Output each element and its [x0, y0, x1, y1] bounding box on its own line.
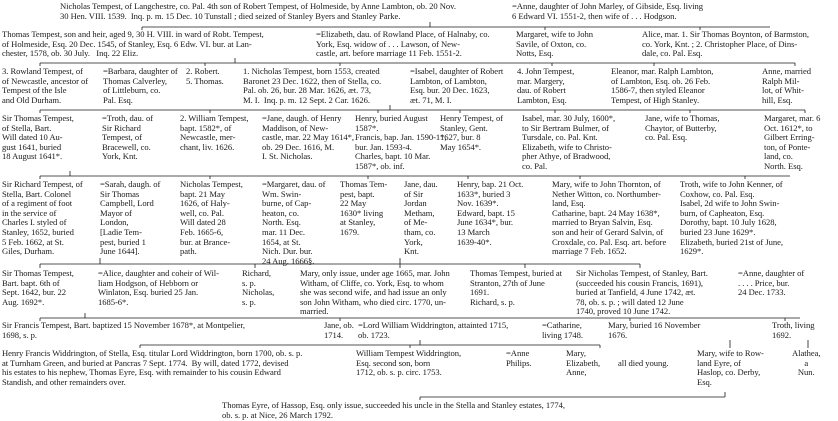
- person-margaret-errington: Margaret, mar. 6 Oct. 1612*, to Gilbert Erring- ton, of Ponte- land, co. North. Esq.: [764, 113, 821, 171]
- person-eleanor-lambton: Eleanor, mar. Ralph Lambton, of Lambton, Esq. ob. 26 Feb. 1586-7, then styled Eleanor Tempest, of High Stanley.: [611, 66, 714, 105]
- person-alice-hodgson: =Alice, daughter and coheir of Wil- liam Hodgson, of Hebborn or Winlaton, Esq. buried 25 Jan. 1685-6*.: [98, 268, 219, 307]
- persons-troth-isabel-dorothy-elizabeth: Troth, wife to John Kenner, of Coxhow, co. Pal. Esq. Isabel, 2d wife to John Swin- burn, of Capheaton, Esq. Dorothy, bapt. 10 July 1628, buried 23 June 1629*. Elizabeth, buried 21st of June, 1629*.: [680, 179, 783, 257]
- persons-henry-francis-charles: Henry, buried August 1587*. Francis, bap. Jan. 1590-1*, bur. Jan. 1593-4. Charles, bapt. 10 Mar. 1587*, ob. inf.: [355, 113, 447, 171]
- person-anne-philips: =Anne Philips.: [506, 348, 532, 368]
- person-william-tempest-widdrington: William Tempest Widdrington, Esq. second son, born 1712, ob. s. p. circ. 1753.: [356, 348, 462, 378]
- person-margaret-swinburne: =Margaret, dau. of Wm. Swin- burne, of Cap- heaton, co. North. Esq. mar. 11 Dec. 1654, at St. Nich. Dur. bur. 24 Aug. 1666§.: [262, 179, 326, 266]
- person-lord-william-widdrington: =Lord William Widdrington, attainted 1715, ob. 1723.: [358, 320, 509, 340]
- person-sarah-campbell: =Sarah, daugh. of Sir Thomas Campbell, Lord Mayor of London, [Ladie Tem- pest, buried 1 June 1644].: [100, 179, 161, 257]
- person-barbara-calverley: =Barbara, daughter of Thomas Calverley, of Littleburn, co. Pal. Esq.: [103, 66, 178, 105]
- person-margaret-savile: Margaret, wife to John Savile, of Oxton, co. Notts, Esq.: [516, 29, 594, 59]
- person-jane-metham: Jane, dau. of Sir Jordan Metham, of Me- tham, co. York, Knt.: [404, 179, 438, 257]
- person-sir-thomas-tempest-bart: Sir Thomas Tempest, Bart. bapt. 6th of Sept. 1642, bur. 22 Aug. 1692*.: [2, 268, 74, 307]
- person-isabel-lambton: =Isabel, daughter of Robert Lambton, of Lambton, Esq. bur. 20 Dec. 1623, æt. 71, M. I.: [410, 66, 504, 105]
- person-nicholas-tempest-baronet: 1. Nicholas Tempest, born 1553, created Baronet 23 Dec. 1622, then of Stella, co. Pal. ob. 26, bur. 28 Mar. 1626, æt. 73, M. I. Inq. p. m. 12 Sept. 2 Car. 1626.: [243, 66, 382, 105]
- person-jane-maddison: =Jane, daugh. of Henry Maddison, of New- castle, mar. 22 May 1614*, ob. 29 Dec. 1616, M. I. St. Nicholas.: [262, 113, 355, 162]
- person-alice-boynton: Alice, mar. 1. Sir Thomas Boynton, of Barmston, co. York, Knt. ; 2. Christopher Place, of Dins- dale, co. Pal. Esq.: [642, 29, 809, 59]
- person-mary-witham: Mary, only issue, under age 1665, mar. John Witham, of Cliffe, co. York, Esq. to whom she was second wife, and had issue an only son John Witham, who died circ. 1770, un- married.: [300, 268, 450, 317]
- persons-isabel-bulmer-elizabeth-athye: Isabel, mar. 30 July, 1600*, to Sir Bertram Bulmer, of Tursdale, co. Pal. Knt. Elizabeth, wife to Christo- pher Athye, of Bradwood, co. Pal.: [522, 113, 616, 171]
- person-jane-chaytor: Jane, wife to Thomas, Chaytor, of Butterby, co. Pal. Esq.: [645, 113, 720, 143]
- person-anne-marley: =Anne, daughter of John Marley, of Gibside, Esq. living 6 Edward VI. 1551-2, then wife of . . . Hodgson.: [512, 1, 704, 21]
- person-mary-1676: Mary, buried 16 November 1676.: [608, 320, 701, 340]
- person-sir-francis-tempest: Sir Francis Tempest, Bart. baptized 15 November 1678*, at Montpelier, 1698, s. p.: [2, 320, 245, 340]
- person-catharine: =Catharine, living 1748.: [542, 320, 583, 340]
- persons-robert-and-thomas: 2. Robert. 5. Thomas.: [186, 66, 224, 86]
- person-troth-1692: Troth, living 1692.: [772, 320, 815, 340]
- person-alathea: Alathea, a Nun.: [792, 348, 821, 378]
- person-john-tempest: 4. John Tempest, mar. Margery, dau. of Robert Lambton, Esq.: [517, 66, 575, 105]
- person-anne-millot: Anne, married Ralph Mil- lot, of Whit- hill, Esq.: [762, 66, 811, 105]
- person-elizabeth-place: =Elizabeth, dau. of Rowland Place, of Halnaby, co. York, Esq. widow of . . . Lawson, of New- castle, art. before marriage 11 Feb. 1551-2.: [316, 29, 490, 59]
- person-thomas-tempest-of-stranton: Thomas Tempest, buried at Stranton, 27th of June 1691. Richard, s. p.: [470, 268, 563, 307]
- person-thomas-eyre-of-hassop: Thomas Eyre, of Hassop, Esq. only issue, succeeded his uncle in the Stella and Stanley estates, 1774, ob. s. p. at Nice, 26 March 1792.: [222, 400, 565, 420]
- person-sir-nicholas-tempest-of-stanley: Sir Nicholas Tempest, of Stanley, Bart. (succeeded his cousin Francis, 1691), buried at Tanfield, 4 June 1742, æt. 78, ob. s. p. ; will dated 12 June 1740, proved 10 June 1742.: [576, 268, 708, 317]
- persons-henry-and-edward: Henry, bap. 21 Oct. 1633*, buried 3 Nov. 1639*. Edward, bapt. 15 June 1634*, bur. 13 March 1639-40*.: [457, 179, 524, 247]
- person-william-tempest: 2. William Tempest, bapt. 1582*, of Newcastle, mer- chant, liv. 1626.: [180, 113, 249, 152]
- person-nicholas-tempest-of-langchestre: Nicholas Tempest, of Langchestre, co. Pal. 4th son of Robert Tempest, of Holmeside, by Anne Lambton, ob. 20 Nov. 30 Hen. VIII. 1539. Inq. p. m. 15 Dec. 10 Tunstall ; died seized of Stanley Byers and Stanley Parke.: [60, 1, 456, 21]
- persons-richard-and-nicholas: Richard, s. p. Nicholas, s. p.: [242, 268, 275, 307]
- person-jane-widdrington: Jane, ob. 1714.: [324, 320, 354, 340]
- person-thomas-tempest-son-and-heir: Thomas Tempest, son and heir, aged 9, 30 H. VIII. in ward of Robt. Tempest, of Holmeside, Esq. 20 Dec. 1545, of Stanley, Esq. 6 Edw. VI. bur. at Lan- chester, 1578, ob. 30 July. Inq. 22 Eliz.: [2, 29, 264, 59]
- note-all-died-young: all died young.: [618, 358, 669, 368]
- person-mary-eyre: Mary, wife to Row- land Eyre, of Haslop, co. Derby, Esq.: [697, 348, 764, 387]
- person-thomas-tempest-1630: Thomas Tem- pest, bapt. 22 May 1630* living at Stanley, 1679.: [340, 179, 388, 237]
- person-sir-richard-tempest: Sir Richard Tempest, of Stella, Bart. Colonel of a regiment of foot in the service of Charles I. styled of Stanley, 1652, buried 5 Feb. 1662, at St. Giles, Durham.: [2, 179, 83, 257]
- person-anne-price: =Anne, daughter of . . . . Price, bur. 24 Dec. 1733.: [738, 268, 805, 298]
- person-nicholas-tempest-of-halywell: Nicholas Tempest, bapt. 21 May 1626, of Haly- well, co. Pal. Will dated 28 Feb. 1665-6, bur. at Brance- path.: [180, 179, 243, 257]
- person-sir-thomas-tempest-of-stella: Sir Thomas Tempest, of Stella, Bart. Will dated 10 Au- gust 1641, buried 18 August 1641*.: [2, 113, 74, 162]
- persons-mary-elizabeth-anne: Mary, Elizabeth, Anne,: [566, 348, 601, 378]
- person-henry-tempest-of-stanley: Henry Tempest, of Stanley, Gent. 1627, bur. 8 May 1654*.: [440, 113, 504, 152]
- person-rowland-tempest: 3. Rowland Tempest, of of Newcastle, ancestor of Tempest of the Isle and Old Durham.: [2, 66, 89, 105]
- persons-mary-thornton-catharine-salvin: Mary, wife to John Thornton, of Nether Witton, co. Northumber- land, Esq. Catharine, bapt. 24 May 1638*, married to Bryan Salvin, Esq. son and heir of Gerard Salvin, of Croxdale, co. Pal. Esq. art. before marriage 7 Feb. 1652.: [552, 179, 667, 257]
- person-henry-francis-widdrington: Henry Francis Widdrington, of Stella, Esq. titular Lord Widdrington, born 1700, ob. s. p. at Turnham Green, and buried at Pancras 7 Sept. 1774. By will, dated 1772, devised his estates to his nephew, Thomas Eyre, Esq. with remainder to his cousin Edward Standish, and other remainders over.: [2, 348, 303, 387]
- person-troth-tempest: =Troth, dau. of Sir Richard Tempest, of Bracewell, co. York, Knt.: [102, 113, 154, 162]
